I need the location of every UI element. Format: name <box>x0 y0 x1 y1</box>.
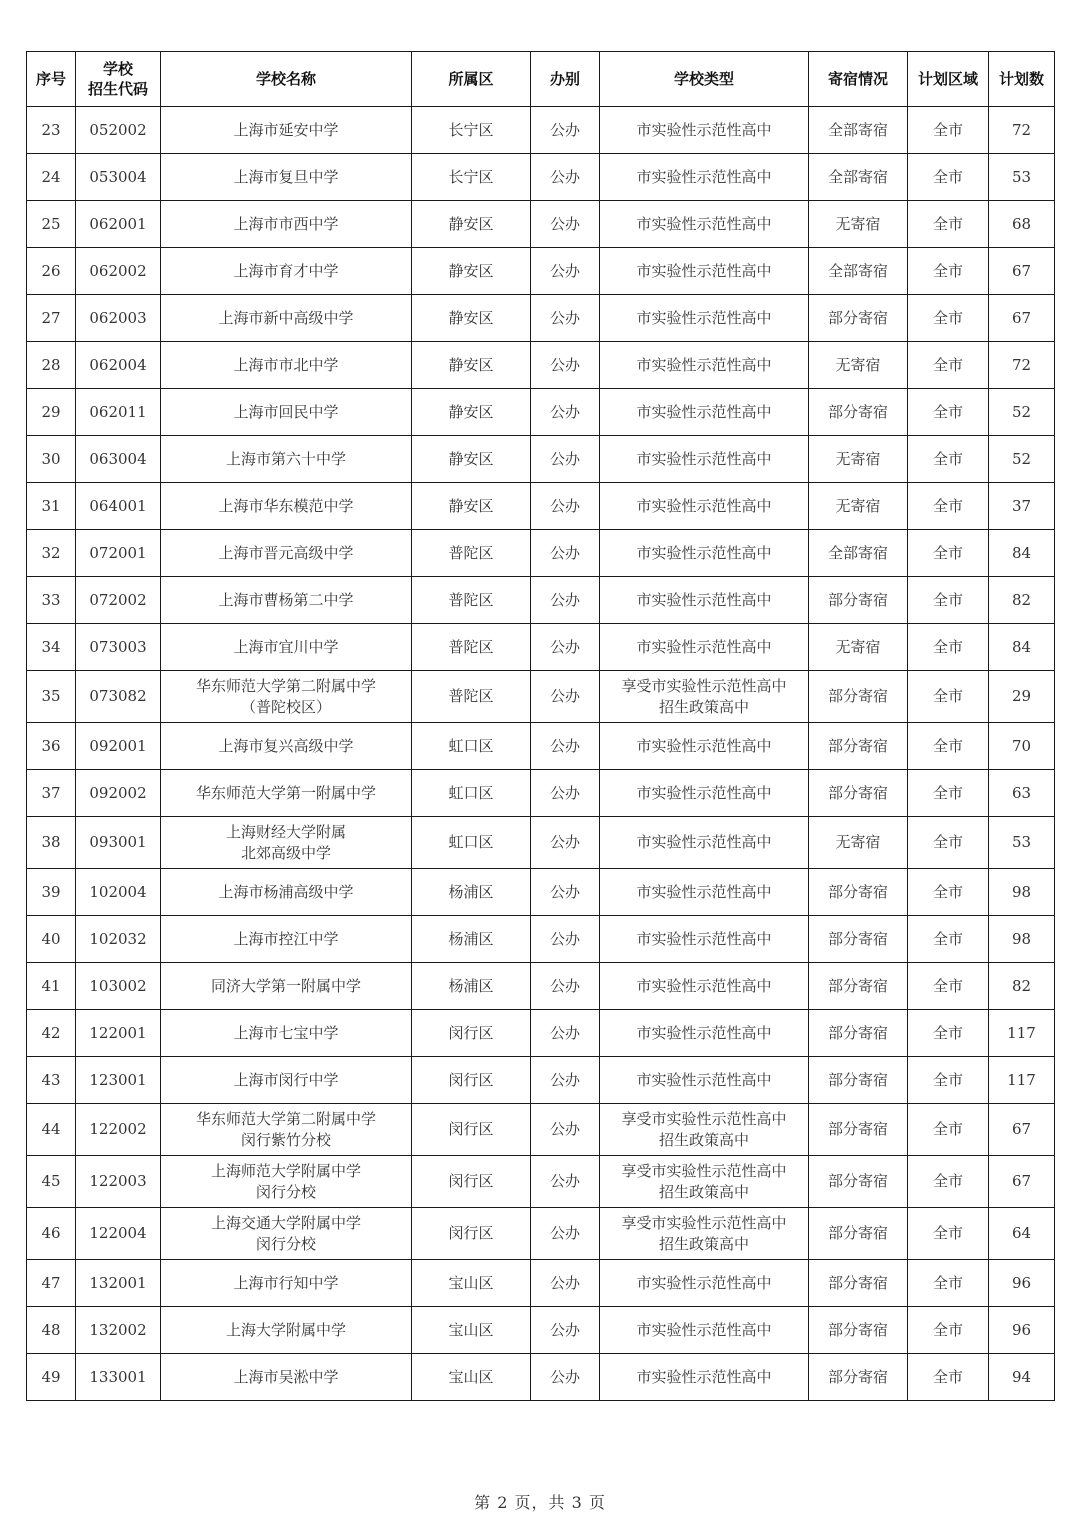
table-row <box>27 624 1055 671</box>
school-code-cell: 122001 <box>76 1010 161 1057</box>
school-name-cell: 上海市控江中学 <box>161 916 412 963</box>
boarding-cell: 部分寄宿 <box>809 577 908 624</box>
header-operation <box>531 52 600 107</box>
table-row <box>27 107 1055 154</box>
school-name-cell: 上海市延安中学 <box>161 107 412 154</box>
school-name-cell: 华东师范大学第一附属中学 <box>161 770 412 817</box>
boarding-cell: 部分寄宿 <box>809 869 908 916</box>
serial-cell: 48 <box>27 1307 76 1354</box>
school-type-cell: 市实验性示范性高中 <box>600 342 809 389</box>
header-school-code-label: 学校 招生代码 <box>87 60 148 98</box>
plan-area-cell: 全市 <box>908 770 989 817</box>
header-row <box>27 52 1055 107</box>
school-type-cell: 市实验性示范性高中 <box>600 107 809 154</box>
district-cell: 杨浦区 <box>412 869 531 916</box>
serial-cell: 28 <box>27 342 76 389</box>
table-row <box>27 916 1055 963</box>
operation-cell: 公办 <box>531 817 600 869</box>
boarding-cell: 部分寄宿 <box>809 1208 908 1260</box>
school-name-cell: 上海交通大学附属中学 闵行分校 <box>161 1208 412 1260</box>
school-name-cell: 上海市育才中学 <box>161 248 412 295</box>
operation-cell: 公办 <box>531 1057 600 1104</box>
plan-area-cell: 全市 <box>908 483 989 530</box>
header-operation-label: 办别 <box>549 70 580 88</box>
operation-cell: 公办 <box>531 154 600 201</box>
boarding-cell: 部分寄宿 <box>809 1057 908 1104</box>
operation-cell: 公办 <box>531 1260 600 1307</box>
school-name-cell: 同济大学第一附属中学 <box>161 963 412 1010</box>
boarding-cell: 无寄宿 <box>809 342 908 389</box>
table-row <box>27 201 1055 248</box>
school-code-cell: 133001 <box>76 1354 161 1401</box>
school-name-cell: 上海市复兴高级中学 <box>161 723 412 770</box>
serial-cell: 47 <box>27 1260 76 1307</box>
school-name-cell: 上海市吴淞中学 <box>161 1354 412 1401</box>
school-type-cell: 市实验性示范性高中 <box>600 295 809 342</box>
school-name-cell: 上海市新中高级中学 <box>161 295 412 342</box>
school-type-cell: 市实验性示范性高中 <box>600 817 809 869</box>
operation-cell: 公办 <box>531 530 600 577</box>
serial-cell: 35 <box>27 671 76 723</box>
table-row <box>27 963 1055 1010</box>
table-row <box>27 295 1055 342</box>
serial-cell: 26 <box>27 248 76 295</box>
school-name-cell: 上海师范大学附属中学 闵行分校 <box>161 1156 412 1208</box>
serial-cell: 39 <box>27 869 76 916</box>
plan-count-cell: 67 <box>989 1104 1055 1156</box>
plan-area-cell: 全市 <box>908 154 989 201</box>
plan-area-cell: 全市 <box>908 1260 989 1307</box>
boarding-cell: 部分寄宿 <box>809 389 908 436</box>
operation-cell: 公办 <box>531 963 600 1010</box>
plan-count-cell: 67 <box>989 295 1055 342</box>
table-row <box>27 817 1055 869</box>
serial-cell: 46 <box>27 1208 76 1260</box>
district-cell: 宝山区 <box>412 1260 531 1307</box>
table-row <box>27 577 1055 624</box>
district-cell: 宝山区 <box>412 1307 531 1354</box>
boarding-cell: 部分寄宿 <box>809 963 908 1010</box>
district-cell: 静安区 <box>412 201 531 248</box>
school-code-cell: 122004 <box>76 1208 161 1260</box>
boarding-cell: 全部寄宿 <box>809 154 908 201</box>
school-code-cell: 053004 <box>76 154 161 201</box>
school-name-cell: 上海市晋元高级中学 <box>161 530 412 577</box>
plan-area-cell: 全市 <box>908 436 989 483</box>
serial-cell: 41 <box>27 963 76 1010</box>
operation-cell: 公办 <box>531 201 600 248</box>
district-cell: 普陀区 <box>412 624 531 671</box>
serial-cell: 42 <box>27 1010 76 1057</box>
header-school-type <box>600 52 809 107</box>
serial-cell: 43 <box>27 1057 76 1104</box>
plan-count-cell: 96 <box>989 1260 1055 1307</box>
plan-area-cell: 全市 <box>908 295 989 342</box>
plan-count-cell: 63 <box>989 770 1055 817</box>
school-type-cell: 享受市实验性示范性高中 招生政策高中 <box>600 1104 809 1156</box>
plan-count-cell: 82 <box>989 577 1055 624</box>
boarding-cell: 全部寄宿 <box>809 530 908 577</box>
school-type-cell: 市实验性示范性高中 <box>600 248 809 295</box>
table-row <box>27 248 1055 295</box>
plan-count-cell: 94 <box>989 1354 1055 1401</box>
table-row <box>27 770 1055 817</box>
school-code-cell: 092002 <box>76 770 161 817</box>
school-type-cell: 市实验性示范性高中 <box>600 1354 809 1401</box>
operation-cell: 公办 <box>531 723 600 770</box>
district-cell: 静安区 <box>412 295 531 342</box>
district-cell: 宝山区 <box>412 1354 531 1401</box>
school-name-cell: 华东师范大学第二附属中学 （普陀校区） <box>161 671 412 723</box>
boarding-cell: 部分寄宿 <box>809 1010 908 1057</box>
district-cell: 虹口区 <box>412 817 531 869</box>
boarding-cell: 部分寄宿 <box>809 1156 908 1208</box>
header-school-code <box>76 52 161 107</box>
district-cell: 闵行区 <box>412 1104 531 1156</box>
operation-cell: 公办 <box>531 1307 600 1354</box>
plan-count-cell: 68 <box>989 201 1055 248</box>
school-type-cell: 市实验性示范性高中 <box>600 483 809 530</box>
plan-area-cell: 全市 <box>908 1010 989 1057</box>
district-cell: 静安区 <box>412 248 531 295</box>
school-type-cell: 市实验性示范性高中 <box>600 1260 809 1307</box>
district-cell: 虹口区 <box>412 770 531 817</box>
operation-cell: 公办 <box>531 342 600 389</box>
school-code-cell: 092001 <box>76 723 161 770</box>
header-district-label: 所属区 <box>448 70 494 88</box>
school-name-cell: 上海市华东模范中学 <box>161 483 412 530</box>
plan-count-cell: 84 <box>989 624 1055 671</box>
school-type-cell: 市实验性示范性高中 <box>600 577 809 624</box>
boarding-cell: 部分寄宿 <box>809 916 908 963</box>
district-cell: 静安区 <box>412 342 531 389</box>
serial-cell: 44 <box>27 1104 76 1156</box>
school-type-cell: 市实验性示范性高中 <box>600 1010 809 1057</box>
serial-cell: 29 <box>27 389 76 436</box>
header-school-name <box>161 52 412 107</box>
serial-cell: 32 <box>27 530 76 577</box>
boarding-cell: 无寄宿 <box>809 817 908 869</box>
plan-count-cell: 29 <box>989 671 1055 723</box>
table-row <box>27 530 1055 577</box>
school-name-cell: 上海市七宝中学 <box>161 1010 412 1057</box>
school-code-cell: 102032 <box>76 916 161 963</box>
district-cell: 闵行区 <box>412 1010 531 1057</box>
school-code-cell: 062004 <box>76 342 161 389</box>
boarding-cell: 部分寄宿 <box>809 671 908 723</box>
header-boarding <box>809 52 908 107</box>
serial-cell: 37 <box>27 770 76 817</box>
school-name-cell: 上海市第六十中学 <box>161 436 412 483</box>
school-code-cell: 103002 <box>76 963 161 1010</box>
operation-cell: 公办 <box>531 483 600 530</box>
header-school-type-label: 学校类型 <box>673 70 734 88</box>
boarding-cell: 部分寄宿 <box>809 770 908 817</box>
school-name-cell: 上海大学附属中学 <box>161 1307 412 1354</box>
table-row <box>27 483 1055 530</box>
plan-area-cell: 全市 <box>908 916 989 963</box>
table-row <box>27 1104 1055 1156</box>
page-number-label: 第 2 页，共 3 页 <box>474 1493 606 1512</box>
boarding-cell: 部分寄宿 <box>809 1260 908 1307</box>
school-name-cell: 上海市市北中学 <box>161 342 412 389</box>
plan-count-cell: 98 <box>989 916 1055 963</box>
boarding-cell: 部分寄宿 <box>809 1307 908 1354</box>
district-cell: 闵行区 <box>412 1057 531 1104</box>
table-row <box>27 342 1055 389</box>
school-type-cell: 市实验性示范性高中 <box>600 869 809 916</box>
school-name-cell: 上海财经大学附属 北郊高级中学 <box>161 817 412 869</box>
school-name-cell: 上海市回民中学 <box>161 389 412 436</box>
operation-cell: 公办 <box>531 389 600 436</box>
operation-cell: 公办 <box>531 577 600 624</box>
school-code-cell: 062003 <box>76 295 161 342</box>
operation-cell: 公办 <box>531 295 600 342</box>
table-row <box>27 1307 1055 1354</box>
serial-cell: 24 <box>27 154 76 201</box>
school-type-cell: 市实验性示范性高中 <box>600 1307 809 1354</box>
school-name-cell: 上海市行知中学 <box>161 1260 412 1307</box>
plan-area-cell: 全市 <box>908 1156 989 1208</box>
table-row <box>27 389 1055 436</box>
school-type-cell: 享受市实验性示范性高中 招生政策高中 <box>600 1208 809 1260</box>
plan-count-cell: 72 <box>989 342 1055 389</box>
operation-cell: 公办 <box>531 1156 600 1208</box>
district-cell: 虹口区 <box>412 723 531 770</box>
plan-area-cell: 全市 <box>908 1307 989 1354</box>
operation-cell: 公办 <box>531 770 600 817</box>
school-type-cell: 享受市实验性示范性高中 招生政策高中 <box>600 671 809 723</box>
district-cell: 静安区 <box>412 389 531 436</box>
plan-count-cell: 53 <box>989 817 1055 869</box>
school-type-cell: 市实验性示范性高中 <box>600 154 809 201</box>
plan-area-cell: 全市 <box>908 817 989 869</box>
district-cell: 静安区 <box>412 483 531 530</box>
school-code-cell: 062002 <box>76 248 161 295</box>
plan-area-cell: 全市 <box>908 1208 989 1260</box>
school-code-cell: 132002 <box>76 1307 161 1354</box>
plan-count-cell: 67 <box>989 1156 1055 1208</box>
school-code-cell: 102004 <box>76 869 161 916</box>
boarding-cell: 无寄宿 <box>809 483 908 530</box>
plan-area-cell: 全市 <box>908 1104 989 1156</box>
school-type-cell: 市实验性示范性高中 <box>600 723 809 770</box>
school-code-cell: 073082 <box>76 671 161 723</box>
district-cell: 闵行区 <box>412 1208 531 1260</box>
plan-area-cell: 全市 <box>908 869 989 916</box>
school-name-cell: 上海市复旦中学 <box>161 154 412 201</box>
school-type-cell: 市实验性示范性高中 <box>600 530 809 577</box>
operation-cell: 公办 <box>531 1010 600 1057</box>
district-cell: 普陀区 <box>412 671 531 723</box>
school-type-cell: 市实验性示范性高中 <box>600 916 809 963</box>
operation-cell: 公办 <box>531 436 600 483</box>
plan-count-cell: 117 <box>989 1010 1055 1057</box>
header-plan-area <box>908 52 989 107</box>
district-cell: 长宁区 <box>412 107 531 154</box>
school-type-cell: 享受市实验性示范性高中 招生政策高中 <box>600 1156 809 1208</box>
header-district <box>412 52 531 107</box>
plan-area-cell: 全市 <box>908 671 989 723</box>
plan-area-cell: 全市 <box>908 1057 989 1104</box>
plan-area-cell: 全市 <box>908 107 989 154</box>
serial-cell: 34 <box>27 624 76 671</box>
table-row <box>27 436 1055 483</box>
boarding-cell: 无寄宿 <box>809 624 908 671</box>
school-code-cell: 122003 <box>76 1156 161 1208</box>
table-row <box>27 671 1055 723</box>
operation-cell: 公办 <box>531 248 600 295</box>
serial-cell: 30 <box>27 436 76 483</box>
plan-count-cell: 53 <box>989 154 1055 201</box>
plan-count-cell: 98 <box>989 869 1055 916</box>
school-type-cell: 市实验性示范性高中 <box>600 436 809 483</box>
boarding-cell: 全部寄宿 <box>809 107 908 154</box>
school-code-cell: 123001 <box>76 1057 161 1104</box>
school-name-cell: 上海市杨浦高级中学 <box>161 869 412 916</box>
boarding-cell: 部分寄宿 <box>809 1354 908 1401</box>
school-name-cell: 上海市闵行中学 <box>161 1057 412 1104</box>
table-row <box>27 154 1055 201</box>
serial-cell: 38 <box>27 817 76 869</box>
operation-cell: 公办 <box>531 1208 600 1260</box>
table-row <box>27 1208 1055 1260</box>
boarding-cell: 部分寄宿 <box>809 723 908 770</box>
operation-cell: 公办 <box>531 624 600 671</box>
operation-cell: 公办 <box>531 1354 600 1401</box>
plan-count-cell: 64 <box>989 1208 1055 1260</box>
plan-area-cell: 全市 <box>908 201 989 248</box>
school-code-cell: 063004 <box>76 436 161 483</box>
page-footer <box>0 1490 1080 1513</box>
district-cell: 普陀区 <box>412 577 531 624</box>
serial-cell: 23 <box>27 107 76 154</box>
school-name-cell: 华东师范大学第二附属中学 闵行紫竹分校 <box>161 1104 412 1156</box>
plan-area-cell: 全市 <box>908 1354 989 1401</box>
school-code-cell: 073003 <box>76 624 161 671</box>
plan-count-cell: 84 <box>989 530 1055 577</box>
school-code-cell: 062001 <box>76 201 161 248</box>
plan-count-cell: 52 <box>989 436 1055 483</box>
serial-cell: 31 <box>27 483 76 530</box>
school-type-cell: 市实验性示范性高中 <box>600 624 809 671</box>
header-school-name-label: 学校名称 <box>255 70 316 88</box>
plan-count-cell: 37 <box>989 483 1055 530</box>
table-body <box>27 107 1055 1401</box>
district-cell: 长宁区 <box>412 154 531 201</box>
header-serial-label: 序号 <box>35 70 66 88</box>
serial-cell: 27 <box>27 295 76 342</box>
plan-count-cell: 52 <box>989 389 1055 436</box>
header-plan-count-label: 计划数 <box>998 70 1044 88</box>
school-code-cell: 064001 <box>76 483 161 530</box>
serial-cell: 40 <box>27 916 76 963</box>
table-row <box>27 869 1055 916</box>
school-type-cell: 市实验性示范性高中 <box>600 389 809 436</box>
plan-area-cell: 全市 <box>908 577 989 624</box>
school-type-cell: 市实验性示范性高中 <box>600 770 809 817</box>
plan-count-cell: 70 <box>989 723 1055 770</box>
school-type-cell: 市实验性示范性高中 <box>600 1057 809 1104</box>
operation-cell: 公办 <box>531 869 600 916</box>
school-code-cell: 072002 <box>76 577 161 624</box>
school-plan-table <box>26 51 1055 1401</box>
table-row <box>27 1260 1055 1307</box>
school-name-cell: 上海市曹杨第二中学 <box>161 577 412 624</box>
school-name-cell: 上海市市西中学 <box>161 201 412 248</box>
district-cell: 闵行区 <box>412 1156 531 1208</box>
school-code-cell: 122002 <box>76 1104 161 1156</box>
plan-count-cell: 96 <box>989 1307 1055 1354</box>
district-cell: 普陀区 <box>412 530 531 577</box>
header-boarding-label: 寄宿情况 <box>827 70 888 88</box>
operation-cell: 公办 <box>531 916 600 963</box>
school-code-cell: 093001 <box>76 817 161 869</box>
operation-cell: 公办 <box>531 1104 600 1156</box>
district-cell: 杨浦区 <box>412 916 531 963</box>
boarding-cell: 无寄宿 <box>809 436 908 483</box>
header-plan-area-label: 计划区域 <box>917 70 978 88</box>
school-code-cell: 132001 <box>76 1260 161 1307</box>
boarding-cell: 全部寄宿 <box>809 248 908 295</box>
table-row <box>27 723 1055 770</box>
serial-cell: 25 <box>27 201 76 248</box>
table-row <box>27 1354 1055 1401</box>
operation-cell: 公办 <box>531 107 600 154</box>
plan-count-cell: 117 <box>989 1057 1055 1104</box>
school-name-cell: 上海市宜川中学 <box>161 624 412 671</box>
boarding-cell: 部分寄宿 <box>809 1104 908 1156</box>
serial-cell: 33 <box>27 577 76 624</box>
district-cell: 静安区 <box>412 436 531 483</box>
plan-area-cell: 全市 <box>908 963 989 1010</box>
school-code-cell: 062011 <box>76 389 161 436</box>
plan-area-cell: 全市 <box>908 248 989 295</box>
header-plan-count <box>989 52 1055 107</box>
serial-cell: 45 <box>27 1156 76 1208</box>
serial-cell: 36 <box>27 723 76 770</box>
boarding-cell: 无寄宿 <box>809 201 908 248</box>
school-type-cell: 市实验性示范性高中 <box>600 963 809 1010</box>
plan-area-cell: 全市 <box>908 389 989 436</box>
table-row <box>27 1156 1055 1208</box>
plan-area-cell: 全市 <box>908 342 989 389</box>
boarding-cell: 部分寄宿 <box>809 295 908 342</box>
school-type-cell: 市实验性示范性高中 <box>600 201 809 248</box>
plan-count-cell: 72 <box>989 107 1055 154</box>
plan-area-cell: 全市 <box>908 624 989 671</box>
plan-count-cell: 82 <box>989 963 1055 1010</box>
school-code-cell: 052002 <box>76 107 161 154</box>
operation-cell: 公办 <box>531 671 600 723</box>
plan-count-cell: 67 <box>989 248 1055 295</box>
serial-cell: 49 <box>27 1354 76 1401</box>
district-cell: 杨浦区 <box>412 963 531 1010</box>
table-row <box>27 1057 1055 1104</box>
plan-area-cell: 全市 <box>908 723 989 770</box>
table-row <box>27 1010 1055 1057</box>
school-code-cell: 072001 <box>76 530 161 577</box>
header-serial <box>27 52 76 107</box>
plan-area-cell: 全市 <box>908 530 989 577</box>
